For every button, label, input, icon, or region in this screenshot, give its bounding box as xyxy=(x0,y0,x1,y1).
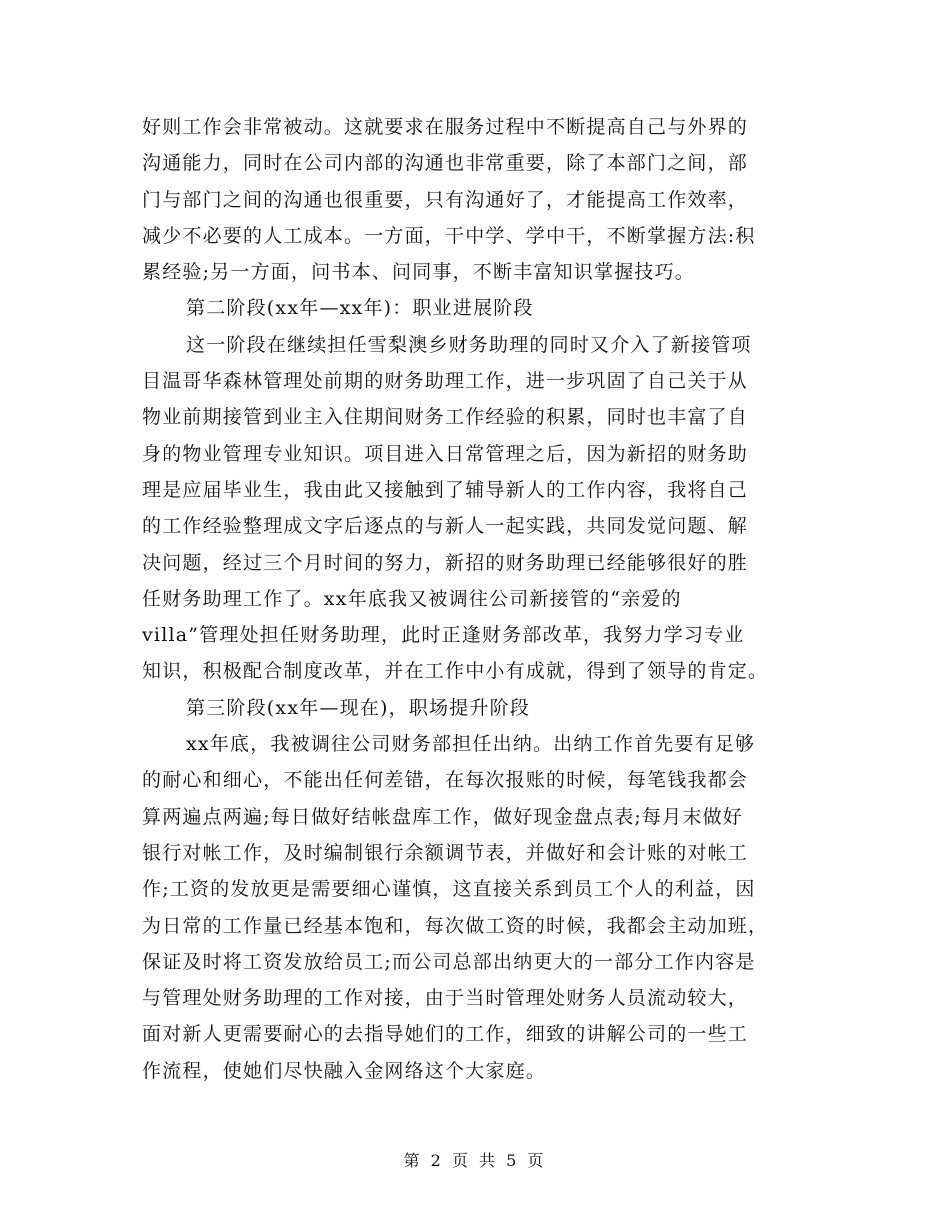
text-line: 决问题，经过三个月时间的努力，新招的财务助理已经能够很好的胜 xyxy=(142,551,749,574)
text-line: 作;工资的发放更是需要细心谨慎，这直接关系到员工个人的利益，因 xyxy=(142,878,756,901)
text-line: 好则工作会非常被动。这就要求在服务过程中不断提高自己与外界的 xyxy=(142,116,749,138)
text-line: 理是应届毕业生，我由此又接触到了辅导新人的工作内容，我将自己 xyxy=(142,478,749,501)
text-line: 门与部门之间的沟通也很重要，只有沟通好了，才能提高工作效率， xyxy=(142,188,749,211)
text-line: 为日常的工作量已经基本饱和，每次做工资的时候，我都会主动加班， xyxy=(142,914,769,937)
text-line: xx年底，我被调往公司财务部担任出纳。出纳工作首先要有足够 xyxy=(186,733,756,756)
text-line: 的工作经验整理成文字后逐点的与新人一起实践，共同发觉问题、解 xyxy=(142,515,749,538)
text-line: 银行对帐工作，及时编制银行余额调节表，并做好和会计账的对帐工 xyxy=(142,841,749,864)
text-line: 第三阶段(xx年—现在)，职场提升阶段 xyxy=(186,696,531,719)
text-line: 的耐心和细心，不能出任何差错，在每次报账的时候，每笔钱我都会 xyxy=(142,769,749,792)
text-line: 面对新人更需要耐心的去指导她们的工作，细致的讲解公司的一些工 xyxy=(142,1023,749,1046)
text-line: 这一阶段在继续担任雪梨澳乡财务助理的同时又介入了新接管项 xyxy=(186,333,752,356)
text-line: 第二阶段(xx年—xx年)：职业进展阶段 xyxy=(186,297,534,320)
text-line: 减少不必要的人工成本。一方面，干中学、学中干，不断掌握方法:积 xyxy=(142,224,756,247)
text-line: 保证及时将工资发放给员工;而公司总部出纳更大的一部分工作内容是 xyxy=(142,950,756,973)
document-body xyxy=(142,109,812,1089)
text-line: 算两遍点两遍;每日做好结帐盘库工作，做好现金盘点表;每月末做好 xyxy=(142,805,744,828)
text-line: 累经验;另一方面，问书本、问同事，不断丰富知识掌握技巧。 xyxy=(142,261,696,284)
text-line: villa”管理处担任财务助理，此时正逢财务部改革，我努力学习专业 xyxy=(142,624,745,647)
text-line: 物业前期接管到业主入住期间财务工作经验的积累，同时也丰富了自 xyxy=(142,406,749,429)
text-line: 知识，积极配合制度改革，并在工作中小有成就，得到了领导的肯定。 xyxy=(142,660,769,683)
text-line: 与管理处财务助理的工作对接，由于当时管理处财务人员流动较大， xyxy=(142,987,749,1010)
page-number-footer: 第 2 页 共 5 页 xyxy=(403,1151,547,1170)
text-line: 沟通能力，同时在公司内部的沟通也非常重要，除了本部门之间，部 xyxy=(142,152,749,175)
text-line: 作流程，使她们尽快融入金网络这个大家庭。 xyxy=(142,1059,547,1082)
text-line: 身的物业管理专业知识。项目进入日常管理之后，因为新招的财务助 xyxy=(142,442,749,465)
text-line: 任财务助理工作了。xx年底我又被调往公司新接管的“亲爱的 xyxy=(142,587,682,610)
text-line: 目温哥华森林管理处前期的财务助理工作，进一步巩固了自己关于从 xyxy=(142,370,749,393)
